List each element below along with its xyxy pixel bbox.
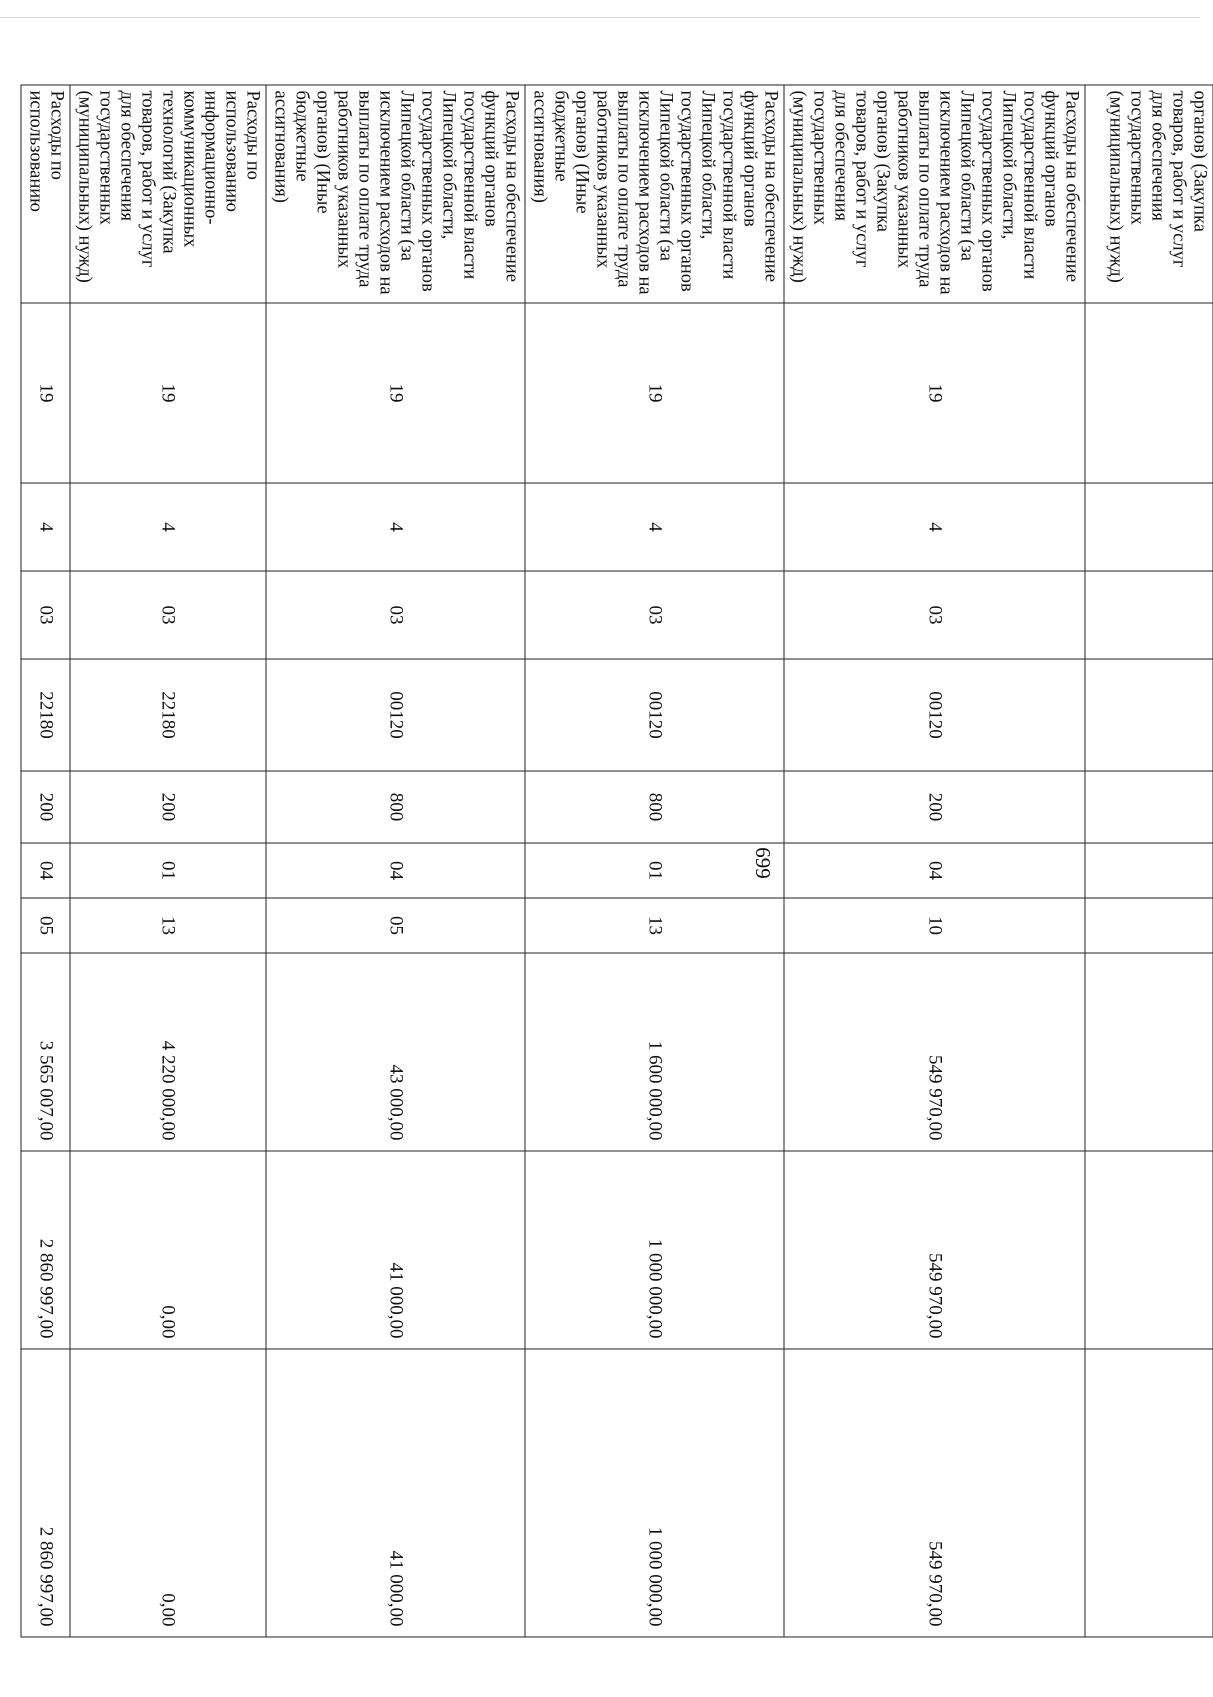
row-code-c1: 19: [21, 303, 70, 483]
row-description: Расходы на обеспечение функций органов государственной власти Липецкой области, государственных органов Липецкой области (за исключением расходов на выплаты по оплате труда работников указанных органов) (Закупка товаров, работ и услуг для обеспечения государственных (муниципальных) нужд): [784, 85, 1085, 303]
row-code-c1: [1085, 303, 1213, 483]
table-row: [21, 85, 70, 1637]
row-code-c7: 05: [266, 898, 525, 953]
row-code-c5: 200: [21, 771, 70, 843]
row-code-c5: [1085, 771, 1213, 843]
row-amount3: 41 000,00: [266, 1349, 525, 1637]
row-code-c2: 4: [525, 483, 784, 571]
row-code-c2: 4: [266, 483, 525, 571]
row-amount1: 3 565 007,00: [21, 953, 70, 1151]
row-code-c5: 200: [70, 771, 266, 843]
row-amount3: 1 000 000,00: [525, 1349, 784, 1637]
row-amount1: 43 000,00: [266, 953, 525, 1151]
row-code-c6: 04: [266, 843, 525, 898]
row-code-c1: 19: [266, 303, 525, 483]
scan-edge-line: [0, 17, 1200, 18]
row-amount1: 549 970,00: [784, 953, 1085, 1151]
budget-table-container: [25, 85, 1209, 1637]
row-code-c5: 200: [784, 771, 1085, 843]
row-code-c3: 03: [266, 571, 525, 659]
row-code-c5: 800: [525, 771, 784, 843]
row-code-c7: [1085, 898, 1213, 953]
row-amount3: [1085, 1349, 1213, 1637]
row-code-c4: [1085, 659, 1213, 771]
table-row: [70, 85, 266, 1637]
row-amount1: [1085, 953, 1213, 1151]
row-code-c6: 01: [70, 843, 266, 898]
row-amount3: 549 970,00: [784, 1349, 1085, 1637]
row-amount3: 2 860 997,00: [21, 1349, 70, 1637]
row-amount1: 1 600 000,00: [525, 953, 784, 1151]
budget-table: [20, 85, 1213, 1638]
row-code-c7: 13: [525, 898, 784, 953]
row-code-c1: 19: [784, 303, 1085, 483]
row-description: органов) (Закупка товаров, работ и услуг для обеспечения государственных (муниципальных) нужд): [1085, 85, 1213, 303]
row-code-c5: 800: [266, 771, 525, 843]
row-description: Расходы по использованию информационно-коммуникационных технологий (Закупка товаров, работ и услуг для обеспечения государственных (муниципальных) нужд): [70, 85, 266, 303]
row-code-c3: [1085, 571, 1213, 659]
row-code-c3: 03: [70, 571, 266, 659]
row-code-c7: 05: [21, 898, 70, 953]
row-amount2: [1085, 1151, 1213, 1349]
row-amount2: 2 860 997,00: [21, 1151, 70, 1349]
row-description: Расходы на обеспечение функций органов государственной власти Липецкой области, государственных органов Липецкой области (за исключением расходов на выплаты по оплате труда работников указанных органов) (Иные бюджетные ассигнования): [525, 85, 784, 303]
row-description: Расходы по использованию: [21, 85, 70, 303]
row-amount1: 4 220 000,00: [70, 953, 266, 1151]
row-code-c4: 00120: [266, 659, 525, 771]
row-code-c7: 10: [784, 898, 1085, 953]
table-row: [784, 85, 1085, 1637]
row-code-c2: 4: [784, 483, 1085, 571]
table-row: [525, 85, 784, 1637]
row-code-c2: 4: [21, 483, 70, 571]
row-code-c2: [1085, 483, 1213, 571]
row-code-c4: 22180: [21, 659, 70, 771]
table-row: [266, 85, 525, 1637]
row-description: Расходы на обеспечение функций органов государственной власти Липецкой области, государственных органов Липецкой области (за исключением расходов на выплаты по оплате труда работников указанных органов) (Иные бюджетные ассигнования): [266, 85, 525, 303]
row-amount2: 41 000,00: [266, 1151, 525, 1349]
row-code-c6: 04: [21, 843, 70, 898]
row-amount2: 549 970,00: [784, 1151, 1085, 1349]
row-code-c7: 13: [70, 898, 266, 953]
row-code-c1: 19: [525, 303, 784, 483]
row-code-c4: 22180: [70, 659, 266, 771]
row-code-c2: 4: [70, 483, 266, 571]
row-code-c6: 01: [525, 843, 784, 898]
row-amount2: 0,00: [70, 1151, 266, 1349]
row-code-c6: [1085, 843, 1213, 898]
row-amount3: 0,00: [70, 1349, 266, 1637]
row-code-c3: 03: [21, 571, 70, 659]
row-amount2: 1 000 000,00: [525, 1151, 784, 1349]
row-code-c3: 03: [784, 571, 1085, 659]
table-row: [1085, 85, 1213, 1637]
row-code-c1: 19: [70, 303, 266, 483]
row-code-c4: 00120: [784, 659, 1085, 771]
page-number: 699: [751, 847, 775, 879]
row-code-c3: 03: [525, 571, 784, 659]
row-code-c4: 00120: [525, 659, 784, 771]
row-code-c6: 04: [784, 843, 1085, 898]
